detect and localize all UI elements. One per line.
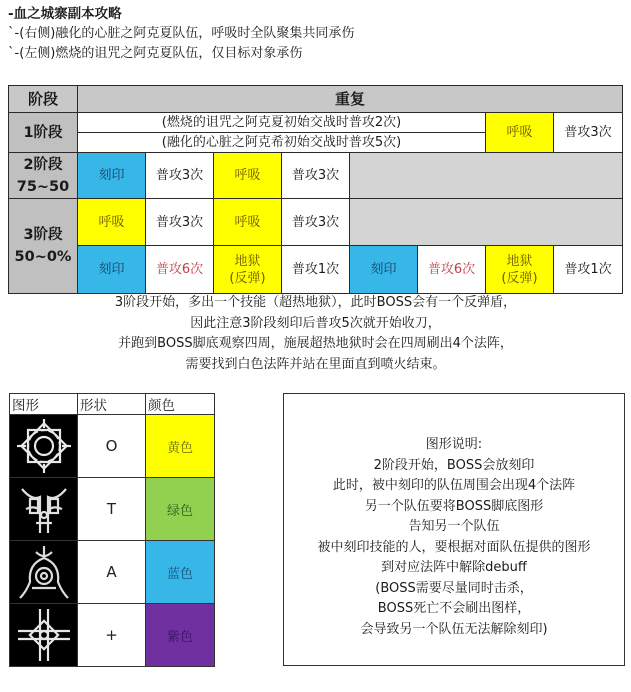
hell-reflect-label: (反弹) (229, 270, 266, 286)
stage3-label (9, 199, 78, 294)
desc-line: (BOSS需要尽量同时击杀， (375, 580, 533, 596)
stage3-attack6-1: 普攻6次 (146, 246, 214, 294)
stage1-note-melting: (融化的心脏之阿克希初始交战时普攻5次) (78, 133, 486, 153)
color-label: 紫色 (146, 604, 215, 667)
desc-line: 2阶段开始，BOSS会放刻印 (373, 457, 535, 473)
desc-line: 此时，被中刻印的队伍周围会出现4个法阵 (332, 478, 576, 493)
desc-line: 会导致另一个队伍无法解除刻印) (360, 621, 548, 637)
stage3-seal-2: 刻印 (350, 246, 418, 294)
shape-letter: A (78, 541, 146, 604)
stage1-row-top (9, 113, 623, 133)
stage3-hell-1 (214, 246, 282, 294)
header-shape: 形状 (78, 394, 146, 415)
ring-sigil-icon (14, 416, 74, 476)
shape-letter: + (78, 604, 146, 667)
intro-line-right-team: `-(右侧)融化的心脏之阿克夏队伍，呼吸时全队聚集共同承伤 (8, 26, 355, 41)
a-sigil-icon (14, 542, 74, 602)
stage3-attack1-1: 普攻1次 (282, 246, 350, 294)
tip-line: 并跑到BOSS脚底观察四周，施展超热地狱时会在四周刷出4个法阵， (118, 336, 513, 351)
sigil-image (10, 541, 78, 604)
stage2-row (9, 153, 623, 199)
intro-line-left-team: `-(左侧)燃烧的诅咒之阿克夏队伍，仅目标对象承伤 (8, 46, 303, 61)
header-color: 颜色 (146, 394, 215, 415)
desc-line: 到对应法阵中解除debuff (381, 560, 527, 575)
cross-sigil-icon (14, 605, 74, 665)
stage2-breath: 呼吸 (214, 153, 282, 199)
phase3-tips (0, 293, 631, 375)
header-stage: 阶段 (9, 86, 78, 113)
stage3-seal-1: 刻印 (78, 246, 146, 294)
sigil-description-box (283, 393, 625, 666)
stage3-hell-2 (486, 246, 554, 294)
hell-label: 地狱 (506, 253, 533, 269)
desc-line: 告知另一个队伍 (408, 519, 500, 534)
header-row (9, 86, 623, 113)
stage2-label (9, 153, 78, 199)
header-repeat: 重复 (78, 86, 623, 113)
stage2-attack-1: 普攻3次 (146, 153, 214, 199)
guide-title: -血之城寨副本攻略 (8, 6, 122, 22)
desc-line: 另一个队伍要将BOSS脚底图形 (364, 498, 544, 514)
stage3-attack6-2: 普攻6次 (418, 246, 486, 294)
stage3-attack1-2: 普攻1次 (554, 246, 623, 294)
stage1-label: 1阶段 (9, 113, 78, 153)
shape-row-o (10, 415, 215, 478)
shape-row-t (10, 478, 215, 541)
stage3-range: 50~0% (14, 249, 72, 265)
color-label: 绿色 (146, 478, 215, 541)
color-label: 蓝色 (146, 541, 215, 604)
tip-line: 需要找到白色法阵并站在里面直到喷火结束。 (185, 356, 446, 372)
sigil-image (10, 604, 78, 667)
stage3-empty (350, 199, 623, 246)
stage2-name: 2阶段 (23, 156, 63, 173)
stage3-attack-2: 普攻3次 (282, 199, 350, 246)
stage1-attack: 普攻3次 (554, 113, 623, 153)
stage3-row-b (9, 246, 623, 294)
desc-line: 被中刻印技能的人，要根据对面队伍提供的图形 (317, 539, 591, 555)
stage2-empty (350, 153, 623, 199)
tip-line: 3阶段开始，多出一个技能（超热地狱），此时BOSS会有一个反弹盾， (114, 295, 517, 310)
sigil-shapes-table (9, 393, 215, 667)
shape-letter: O (78, 415, 146, 478)
t-sigil-icon (14, 479, 74, 539)
stage3-attack-1: 普攻3次 (146, 199, 214, 246)
desc-line: BOSS死亡不会刷出图样， (377, 601, 531, 616)
header-figure: 图形 (10, 394, 78, 415)
stage3-breath-2: 呼吸 (214, 199, 282, 246)
stage2-seal: 刻印 (78, 153, 146, 199)
stage3-row-a (9, 199, 623, 246)
stage3-breath-1: 呼吸 (78, 199, 146, 246)
shape-row-cross (10, 604, 215, 667)
intro (8, 4, 354, 64)
stage2-attack-2: 普攻3次 (282, 153, 350, 199)
desc-title: 图形说明: (425, 437, 483, 452)
sigil-image (10, 415, 78, 478)
stage1-breath: 呼吸 (486, 113, 554, 153)
shape-letter: T (78, 478, 146, 541)
hell-reflect-label: (反弹) (501, 270, 538, 286)
stage3-name: 3阶段 (23, 227, 63, 243)
tip-line: 因此注意3阶段刻印后普攻5次就开始收刀， (190, 315, 441, 331)
sigil-image (10, 478, 78, 541)
shape-row-a (10, 541, 215, 604)
stage2-range: 75~50 (16, 178, 70, 195)
shapes-header-row (10, 394, 215, 415)
hell-label: 地狱 (234, 253, 261, 269)
stage1-note-burning: (燃烧的诅咒之阿克夏初始交战时普攻2次) (78, 113, 486, 133)
color-label: 黄色 (146, 415, 215, 478)
boss-phase-table (8, 85, 623, 294)
